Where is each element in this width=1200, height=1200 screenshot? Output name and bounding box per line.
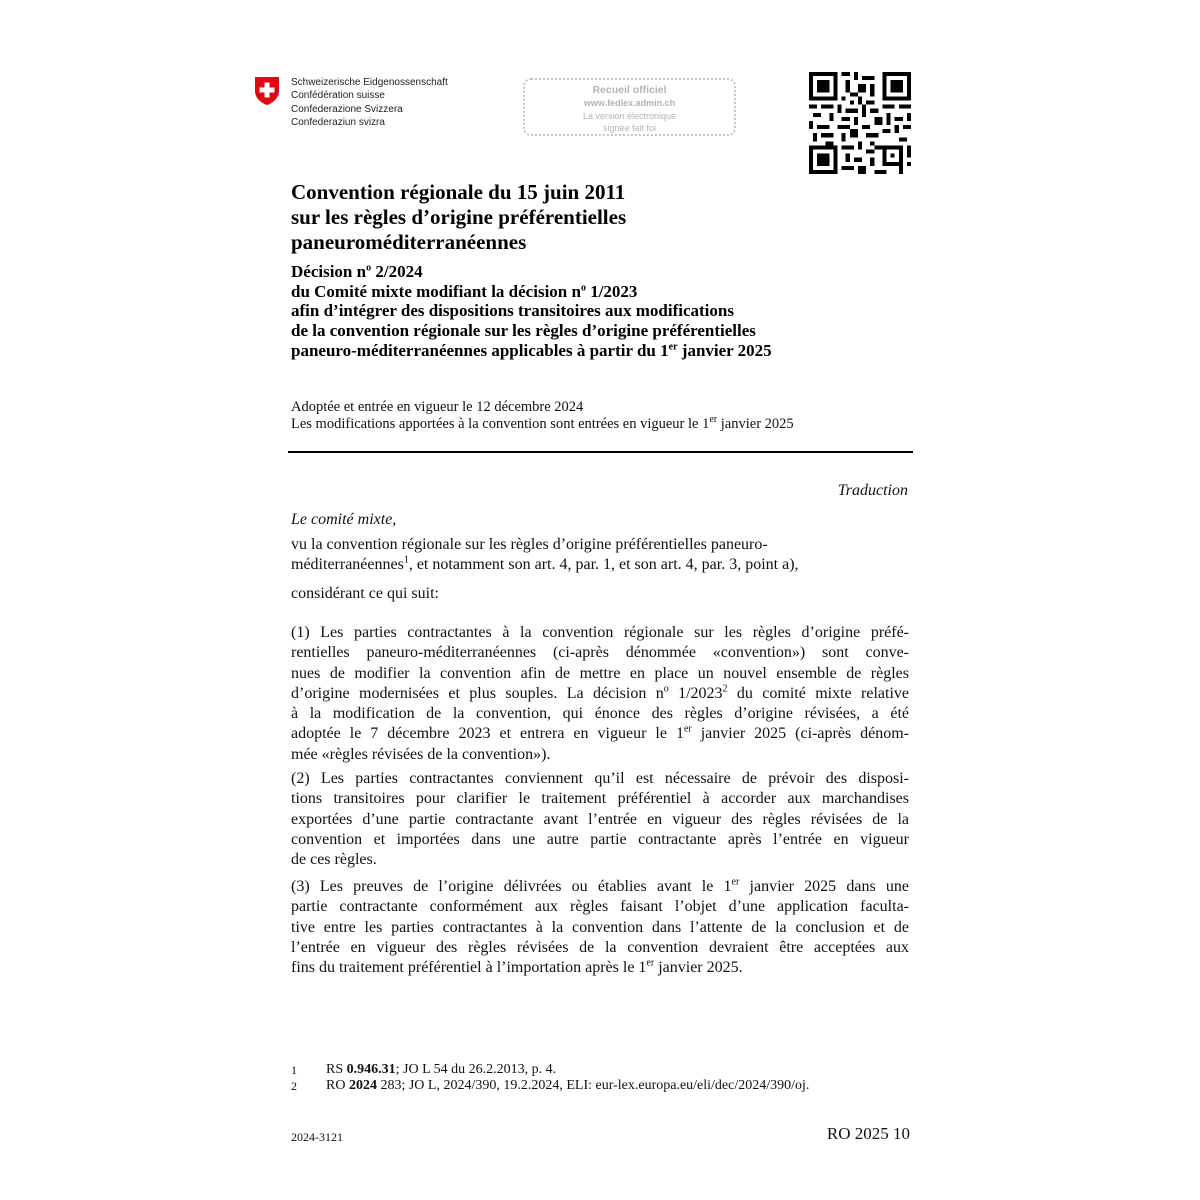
footnote-number: 1 — [291, 1063, 297, 1077]
footnote-1 — [291, 1062, 809, 1078]
stamp-note-2: signée fait foi — [602, 123, 657, 133]
org-names — [291, 76, 448, 129]
adoption-info — [291, 399, 794, 432]
header-divider — [288, 451, 913, 453]
footnote-text: RS 0.946.31; JO L 54 du 26.2.2013, p. 4. — [326, 1062, 557, 1077]
recital-2: (2) Les parties contractantes conviennent qu’il est nécessaire de prévoir des disposi- tions transitoires pour clarifier le traitement préférentiel à accorder aux marchandises exportées d’une partie contractante avant l’entrée en vigueur des règles révisées de la convention et importées dans une autre partie contractante après l’entrée en vigueur de ces règles. — [291, 770, 909, 869]
official-collection-stamp — [523, 78, 736, 136]
footnote-2 — [291, 1078, 809, 1094]
org-name-de: Schweizerische Eidgenossenschaft — [291, 77, 448, 88]
title-line-3: paneuroméditerranéennes — [291, 230, 527, 254]
decision-line-2: du Comité mixte modifiant la décision $n^o$ 1/2023 — [291, 281, 638, 301]
stamp-url: www.fedlex.admin.ch — [583, 98, 676, 108]
document-title — [291, 180, 911, 255]
org-name-rm: Confederaziun svizra — [291, 116, 385, 128]
preamble-considerant: considérant ce qui suit: — [291, 585, 439, 602]
title-line-2: sur les règles d’origine préférentielles — [291, 205, 627, 229]
qr-code-icon — [809, 72, 911, 174]
recital-3: (3) Les preuves de l’origine délivrées ou établies avant le 1er janvier 2025 dans une partie contractante conformément aux règles faisant l’objet d’une application facultа- tive entre les parties contractantes à la convention dans l’attente de la conclusion et de l’entrée en vigueur des règles révisées de la convention devraient être acceptées aux fins du traitement préférentiel à l’importation après le 1er janvier 2025. — [291, 876, 909, 977]
page-reference: RO 2025 10 — [826, 1124, 910, 1143]
footnote-ref-1[interactable]: 1 — [403, 554, 409, 566]
stamp-note-1: La version électronique — [582, 111, 677, 121]
footnote-text: RO 2024 283; JO L, 2024/390, 19.2.2024, ELI: eur-lex.europa.eu/eli/dec/2024/390/oj. — [326, 1078, 810, 1093]
amendments-in-force: Les modifications apportées à la convention sont entrées en vigueur le 1er janvier 2025 — [291, 413, 794, 432]
adoption-date: Adoptée et entrée en vigueur le 12 décembre 2024 — [291, 399, 584, 415]
decision-heading — [291, 262, 911, 361]
recital-1: (1) Les parties contractantes à la convention régionale sur les règles d’origine préfé- rentielles paneuro-méditerranéennes (ci-après dénommée «convention») sont conve- nues de modifier la convention afin de mettre en place un nouvel ensemble de règles d’origine modernisées et plus souples. La décision $n^o$ 1/2023$^2$ du comité mixte relative à la modification de la convention, qui énonce des règles d’origine révisées, a été adoptée le 7 décembre 2023 et entrera en vigueur le 1er janvier 2025 (ci-après dénom- mée «règles révisées de la convention»). — [291, 624, 909, 763]
title-line-1: Convention régionale du 15 juin 2011 — [291, 180, 626, 204]
footnote-ref-2[interactable]: 2 — [722, 683, 728, 695]
decision-line-5: paneuro-méditerranéennes applicables à partir du 1er janvier 2025 — [291, 340, 772, 360]
decision-line-4: de la convention régionale sur les règles d’origine préférentielles — [291, 321, 756, 341]
decision-line-3: afin d’intégrer des dispositions transitoires aux modifications — [291, 301, 734, 321]
org-name-fr: Confédération suisse — [291, 90, 385, 102]
document-id: 2024-3121 — [291, 1130, 343, 1144]
stamp-title: Recueil officiel — [592, 84, 667, 96]
translation-label: Traduction — [837, 482, 908, 499]
footnote-number: 2 — [291, 1079, 297, 1093]
org-name-it: Confederazione Svizzera — [291, 103, 403, 115]
footnotes — [291, 1062, 809, 1094]
swiss-coat-of-arms-icon — [254, 76, 280, 106]
preamble-vu: vu la convention régionale sur les règles d’origine préférentielles paneuro- méditerranéennes$^1$, et notamment son art. 4, par. 1, et son art. 4, par. 3, point a), — [291, 536, 799, 574]
committee-heading: Le comité mixte, — [291, 511, 397, 528]
decision-line-1: Décision $n^o$ 2/2024 — [291, 262, 423, 281]
confederation-header — [254, 76, 448, 129]
